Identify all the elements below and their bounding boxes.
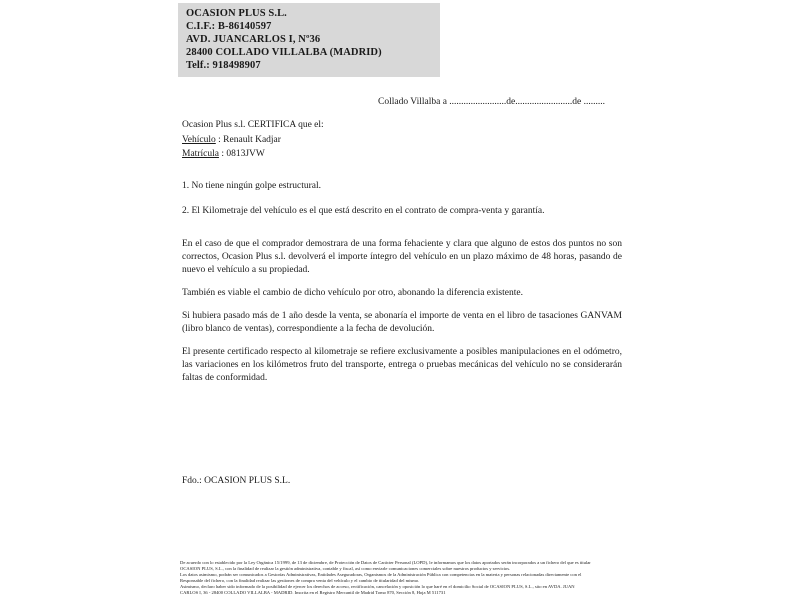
signature-line: Fdo.: OCASION PLUS S.L. [182, 476, 291, 486]
fine-print-line-6: CARLOS I, 36 - 28400 COLLADO VILLALBA - MADRID. Inscrita en el Registro Mercantil de Madrid Tomo 870, Sección 8, Hoja M 511731 [180, 589, 446, 595]
certify-intro: Ocasion Plus s.l. CERTIFICA que el: [182, 120, 324, 130]
company-cif: C.I.F.: B-86140597 [186, 21, 272, 32]
vehicle-value: : Renault Kadjar [215, 134, 281, 145]
company-header-box [178, 3, 440, 77]
fine-print-line-2: OCASION PLUS, S.L., con la finalidad de realizar la gestión administrativa, contable y fiscal, así como enviarle comunicaciones comerciales sobre nuestros productos y servicios. [180, 565, 511, 571]
vehicle-label: Vehículo [182, 134, 216, 145]
point-2: 2. El Kilometraje del vehículo es el que está descrito en el contrato de compra-venta y garantía. [182, 206, 545, 216]
plate-value: : 0813JVW [218, 149, 265, 159]
company-phone: Telf.: 918498907 [186, 60, 261, 71]
paragraph-ganvam: Si hubiera pasado más de 1 año desde la venta, se abonaría el importe de venta en el libro de tasaciones GANVAM (libro blanco de ventas), correspondiente a la fecha de devolución. [182, 311, 622, 334]
fine-print-line-4: Responsable del fichero, con la finalidad realizar las gestiones de compra venta del vehículo y el cambio de titularidad del mismo. [180, 577, 420, 583]
points-block [182, 180, 622, 230]
company-address: AVD. JUANCARLOS I, Nº36 [186, 34, 321, 45]
fine-print-line-5: Asimismo, declaro haber sido informado de la posibilidad de ejercer los derechos de acceso, rectificación, cancelación y oposición lo que haré en el domicilio Social de OCASION PLUS, S.L., sito en AVDA. JUAN [180, 583, 575, 589]
plate-label: Matrícula [182, 149, 219, 159]
company-city: 28400 COLLADO VILLALBA (MADRID) [186, 47, 382, 58]
date-line: Collado Villalba a ........................de........................de ......... [378, 97, 605, 107]
paragraph-odometer: El presente certificado respecto al kilometraje se refiere exclusivamente a posibles manipulaciones en el odómetro, las variaciones en los kilómetros fruto del transporte, entrega o pruebas mecánicas del vehículo no se considerarán faltas de conformidad. [182, 347, 622, 383]
point-1: 1. No tiene ningún golpe estructural. [182, 181, 322, 191]
plate-line [182, 147, 324, 162]
company-name: OCASION PLUS S.L. [186, 8, 287, 19]
certify-block [182, 118, 324, 162]
fine-print-line-3: Los datos asimismo, podrán ser comunicados a Gestorías Administrativas, Entidades Aseguradoras, Organismos de la Administración Pública con competencias en la materia y personas relacionadas directamente con el [180, 571, 582, 577]
fine-print-line-1: De acuerdo con lo establecido por la Ley Orgánica 15/1999, de 13 de diciembre, de Protección de Datos de Carácter Personal (LOPD), le informamos que los datos aportados serán incorporados a un fichero del que es titular [180, 560, 591, 565]
vehicle-line [182, 133, 324, 148]
paragraph-exchange: También es viable el cambio de dicho vehículo por otro, abonando la diferencia existente. [182, 288, 523, 298]
body-paragraphs [182, 238, 622, 395]
paragraph-refund: En el caso de que el comprador demostrara de una forma fehaciente y clara que alguno de estos dos puntos no son correctos, Ocasion Plus s.l. devolverá el importe íntegro del vehículo en un plazo máximo de 48 horas, pasando de nuevo el vehículo a su propiedad. [182, 239, 622, 275]
legal-fine-print [180, 560, 622, 595]
